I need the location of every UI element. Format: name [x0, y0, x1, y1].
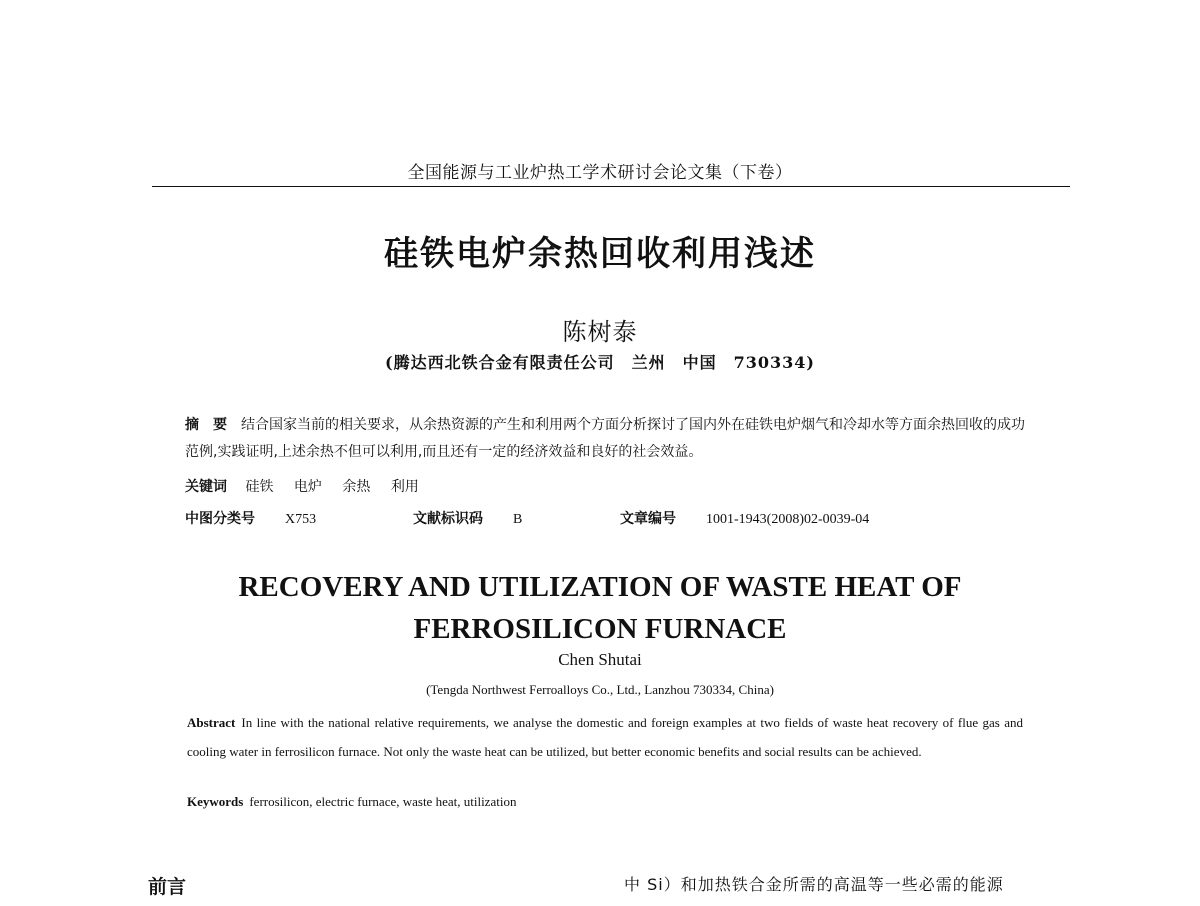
clc-value: X753 — [285, 512, 317, 527]
abstract-cn-text: 结合国家当前的相关要求，从余热资源的产生和利用两个方面分析探讨了国内外在硅铁电炉烟气和冷却水等方面余热回收的成功范例,实践证明,上述余热不但可以利用,而且还有一定的经济效益和良好的社会效益。 — [185, 417, 1025, 460]
keyword-cn: 电炉 — [293, 479, 322, 495]
header-rule — [152, 186, 1070, 187]
body-text-right-column: 中 Si）和加热铁合金所需的高温等一些必需的能源 — [624, 875, 1004, 894]
keywords-en — [187, 794, 1023, 810]
clc-number — [185, 508, 316, 528]
author-name-cn: 陈树泰 — [562, 318, 638, 346]
paper-title-en: RECOVERY AND UTILIZATION OF WASTE HEAT OF FERROSILICON FURNACE — [238, 571, 962, 645]
keywords-en-text: ferrosilicon, electric furnace, waste heat, utilization — [249, 794, 517, 809]
abstract-en-label: Abstract — [187, 715, 236, 730]
clc-label: 中图分类号 — [185, 511, 255, 527]
paper-title-cn: 硅铁电炉余热回收利用浅述 — [384, 234, 816, 274]
keywords-cn-label: 关键词 — [185, 479, 227, 495]
document-code — [413, 508, 522, 528]
keyword-cn: 余热 — [342, 479, 371, 495]
abstract-en — [187, 708, 1023, 766]
keyword-cn: 利用 — [390, 479, 419, 495]
running-header: 全国能源与工业炉热工学术研讨会论文集（下卷） — [407, 163, 793, 183]
keyword-cn: 硅铁 — [245, 479, 274, 495]
author-name-en: Chen Shutai — [558, 650, 642, 669]
abstract-cn-label: 摘 要 — [185, 417, 227, 433]
keywords-cn — [185, 476, 1035, 496]
article-number-value: 1001-1943(2008)02-0039-04 — [706, 512, 870, 527]
keywords-en-label: Keywords — [187, 794, 244, 809]
abstract-en-text: In line with the national relative requirements, we analyse the domestic and foreign examples at two fields of waste heat recovery of flue gas and cooling water in ferrosilicon furnace. Not only the waste heat can be utilized, but better economic benefits and social results can be achieved. — [187, 715, 1023, 759]
document-code-value: B — [513, 512, 523, 527]
section-heading-preface: 前言 — [148, 876, 187, 898]
document-code-label: 文献标识码 — [413, 511, 483, 527]
article-number — [620, 508, 869, 528]
affiliation-cn: (腾达西北铁合金有限责任公司 兰州 中国 730334) — [385, 353, 815, 372]
affiliation-en: (Tengda Northwest Ferroalloys Co., Ltd., Lanzhou 730334, China) — [426, 682, 774, 697]
article-number-label: 文章编号 — [620, 511, 676, 527]
abstract-cn — [185, 412, 1035, 466]
